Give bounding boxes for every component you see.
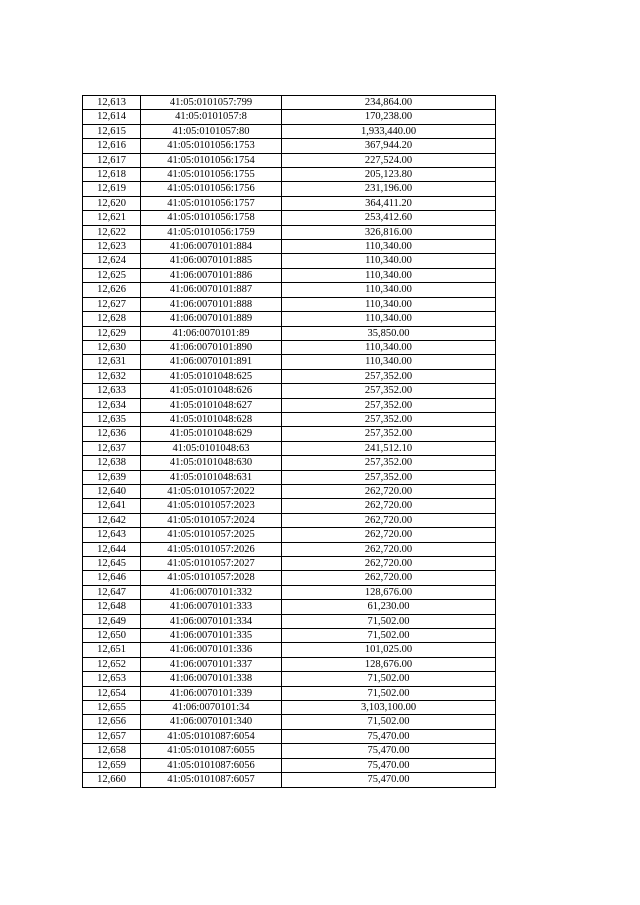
amount-cell: 257,352.00	[282, 427, 496, 441]
amount-cell: 257,352.00	[282, 369, 496, 383]
table-row	[83, 715, 496, 729]
amount-cell: 61,230.00	[282, 600, 496, 614]
cadastral-number-cell: 41:06:0070101:887	[141, 283, 282, 297]
amount-cell: 364,411.20	[282, 196, 496, 210]
table-row	[83, 585, 496, 599]
table-row	[83, 427, 496, 441]
cadastral-number-cell: 41:05:0101087:6055	[141, 744, 282, 758]
row-number-cell: 12,646	[83, 571, 141, 585]
table-row	[83, 744, 496, 758]
amount-cell: 71,502.00	[282, 614, 496, 628]
table-row	[83, 441, 496, 455]
row-number-cell: 12,659	[83, 758, 141, 772]
amount-cell: 262,720.00	[282, 542, 496, 556]
amount-cell: 75,470.00	[282, 773, 496, 787]
row-number-cell: 12,636	[83, 427, 141, 441]
row-number-cell: 12,651	[83, 643, 141, 657]
row-number-cell: 12,629	[83, 326, 141, 340]
cadastral-number-cell: 41:06:0070101:334	[141, 614, 282, 628]
table-row	[83, 398, 496, 412]
cadastral-number-cell: 41:05:0101057:8	[141, 110, 282, 124]
table-row	[83, 484, 496, 498]
amount-cell: 128,676.00	[282, 585, 496, 599]
amount-cell: 253,412.60	[282, 211, 496, 225]
row-number-cell: 12,655	[83, 701, 141, 715]
cadastral-number-cell: 41:05:0101057:80	[141, 124, 282, 138]
cadastral-number-cell: 41:06:0070101:885	[141, 254, 282, 268]
table-row	[83, 629, 496, 643]
amount-cell: 110,340.00	[282, 283, 496, 297]
cadastral-number-cell: 41:06:0070101:884	[141, 240, 282, 254]
row-number-cell: 12,633	[83, 384, 141, 398]
cadastral-number-cell: 41:06:0070101:336	[141, 643, 282, 657]
row-number-cell: 12,618	[83, 168, 141, 182]
table-row	[83, 312, 496, 326]
row-number-cell: 12,628	[83, 312, 141, 326]
table-row	[83, 384, 496, 398]
row-number-cell: 12,634	[83, 398, 141, 412]
row-number-cell: 12,627	[83, 297, 141, 311]
table-row	[83, 240, 496, 254]
amount-cell: 170,238.00	[282, 110, 496, 124]
row-number-cell: 12,624	[83, 254, 141, 268]
row-number-cell: 12,625	[83, 268, 141, 282]
row-number-cell: 12,641	[83, 499, 141, 513]
cadastral-number-cell: 41:05:0101087:6057	[141, 773, 282, 787]
table-row	[83, 182, 496, 196]
cadastral-number-cell: 41:05:0101056:1757	[141, 196, 282, 210]
table-row	[83, 124, 496, 138]
cadastral-number-cell: 41:06:0070101:339	[141, 686, 282, 700]
cadastral-number-cell: 41:05:0101056:1754	[141, 153, 282, 167]
row-number-cell: 12,617	[83, 153, 141, 167]
cadastral-number-cell: 41:06:0070101:89	[141, 326, 282, 340]
row-number-cell: 12,660	[83, 773, 141, 787]
row-number-cell: 12,614	[83, 110, 141, 124]
cadastral-number-cell: 41:06:0070101:332	[141, 585, 282, 599]
cadastral-number-cell: 41:06:0070101:333	[141, 600, 282, 614]
table-row	[83, 283, 496, 297]
amount-cell: 110,340.00	[282, 312, 496, 326]
cadastral-number-cell: 41:05:0101048:631	[141, 470, 282, 484]
cadastral-number-cell: 41:05:0101087:6054	[141, 729, 282, 743]
row-number-cell: 12,616	[83, 139, 141, 153]
table-row	[83, 499, 496, 513]
cadastral-number-cell: 41:06:0070101:340	[141, 715, 282, 729]
table-row	[83, 225, 496, 239]
row-number-cell: 12,626	[83, 283, 141, 297]
cadastral-number-cell: 41:05:0101057:2025	[141, 528, 282, 542]
amount-cell: 367,944.20	[282, 139, 496, 153]
cadastral-number-cell: 41:05:0101057:2022	[141, 484, 282, 498]
table-row	[83, 513, 496, 527]
row-number-cell: 12,635	[83, 412, 141, 426]
amount-cell: 262,720.00	[282, 571, 496, 585]
cadastral-number-cell: 41:05:0101057:2023	[141, 499, 282, 513]
amount-cell: 257,352.00	[282, 384, 496, 398]
amount-cell: 110,340.00	[282, 340, 496, 354]
row-number-cell: 12,652	[83, 657, 141, 671]
row-number-cell: 12,654	[83, 686, 141, 700]
amount-cell: 101,025.00	[282, 643, 496, 657]
row-number-cell: 12,638	[83, 456, 141, 470]
amount-cell: 110,340.00	[282, 254, 496, 268]
cadastral-number-cell: 41:05:0101048:627	[141, 398, 282, 412]
amount-cell: 257,352.00	[282, 456, 496, 470]
amount-cell: 75,470.00	[282, 729, 496, 743]
cadastral-number-cell: 41:05:0101057:2024	[141, 513, 282, 527]
row-number-cell: 12,657	[83, 729, 141, 743]
cadastral-number-cell: 41:05:0101056:1756	[141, 182, 282, 196]
cadastral-number-cell: 41:06:0070101:888	[141, 297, 282, 311]
amount-cell: 227,524.00	[282, 153, 496, 167]
row-number-cell: 12,615	[83, 124, 141, 138]
cadastral-number-cell: 41:05:0101087:6056	[141, 758, 282, 772]
amount-cell: 110,340.00	[282, 268, 496, 282]
table-body	[83, 96, 496, 788]
table-row	[83, 758, 496, 772]
amount-cell: 262,720.00	[282, 528, 496, 542]
amount-cell: 110,340.00	[282, 240, 496, 254]
table-row	[83, 643, 496, 657]
table-row	[83, 729, 496, 743]
amount-cell: 3,103,100.00	[282, 701, 496, 715]
row-number-cell: 12,648	[83, 600, 141, 614]
amount-cell: 1,933,440.00	[282, 124, 496, 138]
amount-cell: 262,720.00	[282, 499, 496, 513]
row-number-cell: 12,613	[83, 96, 141, 110]
row-number-cell: 12,632	[83, 369, 141, 383]
table-row	[83, 110, 496, 124]
table-row	[83, 686, 496, 700]
table-row	[83, 571, 496, 585]
amount-cell: 205,123.80	[282, 168, 496, 182]
amount-cell: 262,720.00	[282, 557, 496, 571]
table-row	[83, 600, 496, 614]
row-number-cell: 12,649	[83, 614, 141, 628]
cadastral-number-cell: 41:06:0070101:34	[141, 701, 282, 715]
cadastral-number-cell: 41:05:0101048:626	[141, 384, 282, 398]
cadastral-number-cell: 41:05:0101056:1758	[141, 211, 282, 225]
cadastral-number-cell: 41:05:0101048:628	[141, 412, 282, 426]
row-number-cell: 12,640	[83, 484, 141, 498]
row-number-cell: 12,656	[83, 715, 141, 729]
amount-cell: 128,676.00	[282, 657, 496, 671]
cadastral-number-cell: 41:05:0101048:625	[141, 369, 282, 383]
table-row	[83, 254, 496, 268]
table-row	[83, 672, 496, 686]
table-row	[83, 96, 496, 110]
table-row	[83, 773, 496, 787]
table-row	[83, 456, 496, 470]
cadastral-number-cell: 41:06:0070101:889	[141, 312, 282, 326]
table-row	[83, 557, 496, 571]
amount-cell: 110,340.00	[282, 297, 496, 311]
cadastral-number-cell: 41:06:0070101:338	[141, 672, 282, 686]
table-row	[83, 542, 496, 556]
table-row	[83, 701, 496, 715]
row-number-cell: 12,631	[83, 355, 141, 369]
row-number-cell: 12,621	[83, 211, 141, 225]
row-number-cell: 12,620	[83, 196, 141, 210]
cadastral-number-cell: 41:06:0070101:337	[141, 657, 282, 671]
cadastral-number-cell: 41:05:0101057:799	[141, 96, 282, 110]
data-table	[82, 95, 496, 788]
table-row	[83, 470, 496, 484]
amount-cell: 262,720.00	[282, 513, 496, 527]
cadastral-number-cell: 41:05:0101056:1755	[141, 168, 282, 182]
amount-cell: 75,470.00	[282, 744, 496, 758]
table-row	[83, 412, 496, 426]
table-row	[83, 326, 496, 340]
amount-cell: 35,850.00	[282, 326, 496, 340]
table-row	[83, 340, 496, 354]
amount-cell: 75,470.00	[282, 758, 496, 772]
table-row	[83, 657, 496, 671]
row-number-cell: 12,647	[83, 585, 141, 599]
cadastral-number-cell: 41:05:0101056:1759	[141, 225, 282, 239]
cadastral-number-cell: 41:05:0101057:2028	[141, 571, 282, 585]
row-number-cell: 12,658	[83, 744, 141, 758]
row-number-cell: 12,619	[83, 182, 141, 196]
row-number-cell: 12,653	[83, 672, 141, 686]
cadastral-number-cell: 41:06:0070101:886	[141, 268, 282, 282]
row-number-cell: 12,650	[83, 629, 141, 643]
amount-cell: 110,340.00	[282, 355, 496, 369]
cadastral-number-cell: 41:05:0101056:1753	[141, 139, 282, 153]
table-row	[83, 268, 496, 282]
amount-cell: 241,512.10	[282, 441, 496, 455]
amount-cell: 257,352.00	[282, 470, 496, 484]
cadastral-number-cell: 41:05:0101048:63	[141, 441, 282, 455]
row-number-cell: 12,645	[83, 557, 141, 571]
table-row	[83, 196, 496, 210]
table-row	[83, 153, 496, 167]
row-number-cell: 12,639	[83, 470, 141, 484]
table-row	[83, 528, 496, 542]
row-number-cell: 12,622	[83, 225, 141, 239]
cadastral-number-cell: 41:05:0101048:630	[141, 456, 282, 470]
amount-cell: 234,864.00	[282, 96, 496, 110]
amount-cell: 326,816.00	[282, 225, 496, 239]
cadastral-number-cell: 41:06:0070101:890	[141, 340, 282, 354]
table-row	[83, 297, 496, 311]
table-row	[83, 614, 496, 628]
row-number-cell: 12,630	[83, 340, 141, 354]
table-row	[83, 369, 496, 383]
cadastral-number-cell: 41:05:0101048:629	[141, 427, 282, 441]
amount-cell: 262,720.00	[282, 484, 496, 498]
amount-cell: 71,502.00	[282, 715, 496, 729]
row-number-cell: 12,642	[83, 513, 141, 527]
row-number-cell: 12,643	[83, 528, 141, 542]
table-row	[83, 139, 496, 153]
table-row	[83, 211, 496, 225]
row-number-cell: 12,623	[83, 240, 141, 254]
cadastral-number-cell: 41:06:0070101:891	[141, 355, 282, 369]
amount-cell: 231,196.00	[282, 182, 496, 196]
amount-cell: 257,352.00	[282, 412, 496, 426]
table-row	[83, 168, 496, 182]
cadastral-number-cell: 41:05:0101057:2026	[141, 542, 282, 556]
row-number-cell: 12,637	[83, 441, 141, 455]
amount-cell: 71,502.00	[282, 686, 496, 700]
row-number-cell: 12,644	[83, 542, 141, 556]
amount-cell: 71,502.00	[282, 672, 496, 686]
amount-cell: 71,502.00	[282, 629, 496, 643]
amount-cell: 257,352.00	[282, 398, 496, 412]
cadastral-number-cell: 41:05:0101057:2027	[141, 557, 282, 571]
cadastral-number-cell: 41:06:0070101:335	[141, 629, 282, 643]
table-row	[83, 355, 496, 369]
